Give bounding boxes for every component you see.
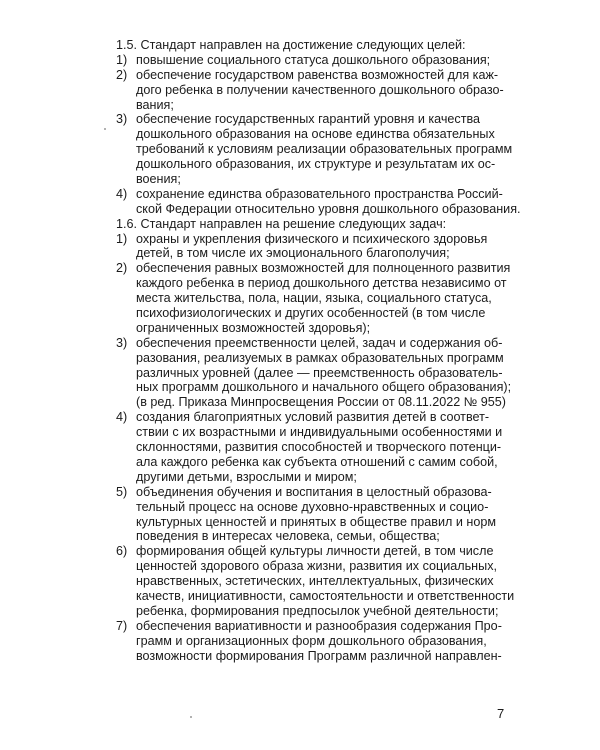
text-line: детей, в том числе их эмоционального благополучия;	[136, 246, 450, 261]
text-line: обеспечение государством равенства возможностей для каж-	[136, 67, 499, 82]
text-line: ребенка, формирования предпосылок учебной деятельности;	[136, 603, 499, 618]
text-line: обеспечения равных возможностей для полноценного развития	[136, 261, 511, 276]
text-line: ных программ дошкольного и начального общего образования);	[136, 380, 512, 395]
section-1-6-heading	[116, 217, 516, 232]
text-line: ской Федерации относительно уровня дошкольного образования.	[136, 201, 521, 216]
list-item	[116, 336, 516, 410]
text-line: различных уровней (далее — преемственность образователь-	[136, 365, 503, 380]
text-line: нравственных, эстетических, интеллектуальных, физических	[136, 574, 494, 589]
list-marker: 6)	[116, 544, 128, 559]
text-line: разования, реализуемых в рамках образовательных программ	[136, 350, 504, 365]
list-item-body	[116, 544, 516, 618]
text-line: дошкольного образования на основе единства обязательных	[136, 127, 495, 142]
text-line: тельный процесс на основе духовно-нравственных и социо-	[136, 499, 489, 514]
text-line: дошкольного образования, их структуре и результатам их ос-	[136, 157, 496, 172]
text-line: места жительства, пола, нации, языка, социального статуса,	[136, 291, 492, 306]
list-marker: 2)	[116, 67, 128, 82]
text-line: создания благоприятных условий развития детей в соответ-	[136, 410, 490, 425]
text-line: ствии с их возрастными и индивидуальными особенностями и	[136, 425, 503, 440]
text-line: сохранение единства образовательного пространства Россий-	[136, 186, 503, 201]
list-item	[116, 68, 516, 113]
list-item-body	[116, 112, 516, 186]
text-line: каждого ребенка в период дошкольного детства независимо от	[136, 276, 507, 291]
list-marker: 1)	[116, 231, 128, 246]
list-marker: 4)	[116, 410, 128, 425]
list-item	[116, 232, 516, 262]
list-item-body	[116, 232, 516, 262]
text-line: ала каждого ребенка как субъекта отношений с самим собой,	[136, 454, 498, 469]
list-item-body	[116, 186, 521, 217]
list-item	[116, 53, 516, 68]
text-line: объединения обучения и воспитания в целостный образова-	[136, 484, 492, 499]
list-marker: 3)	[116, 335, 128, 350]
page-number: 7	[497, 706, 505, 721]
list-marker: 2)	[116, 261, 128, 276]
list-item	[116, 619, 516, 664]
text-line: качеств, инициативности, самостоятельности и ответственности	[136, 588, 515, 603]
list-item-body	[116, 410, 516, 484]
text-line: обеспечения преемственности целей, задач и содержания об-	[136, 335, 503, 350]
list-marker: 5)	[116, 484, 128, 499]
list-item	[116, 485, 516, 545]
list-item	[116, 186, 521, 217]
list-marker: 7)	[116, 618, 128, 633]
list-item	[116, 112, 516, 186]
text-line: охраны и укрепления физического и психического здоровья	[136, 231, 488, 246]
text-line: психофизиологических и других особенностей (в том числе	[136, 306, 486, 321]
list-item-body	[116, 68, 516, 113]
text-line: склонностями, развития способностей и творческого потенци-	[136, 440, 502, 455]
list-item-body	[116, 619, 516, 664]
text-line: грамм и организационных форм дошкольного образования,	[136, 633, 487, 648]
text-line: (в ред. Приказа Минпросвещения России от 08.11.2022 № 955)	[136, 395, 506, 410]
heading-line: 1.5. Стандарт направлен на достижение следующих целей:	[116, 38, 466, 52]
text-line: воения;	[136, 172, 181, 187]
list-item	[116, 544, 516, 618]
text-line: требований к условиям реализации образовательных программ	[136, 142, 513, 157]
text-line: другими детьми, взрослыми и миром;	[136, 469, 357, 484]
list-item	[116, 410, 516, 484]
heading-line: 1.6. Стандарт направлен на решение следующих задач:	[116, 216, 447, 231]
text-line: обеспечение государственных гарантий уровня и качества	[136, 112, 481, 127]
text-line: культурных ценностей и принятых в обществе правил и норм	[136, 514, 497, 529]
text-line: дого ребенка в получении качественного дошкольного образо-	[136, 82, 504, 97]
text-line: ограниченных возможностей здоровья);	[136, 320, 371, 335]
list-item-body	[116, 53, 516, 68]
scan-speck	[190, 716, 192, 718]
text-line: повышение социального статуса дошкольного образования;	[136, 52, 491, 67]
text-line: ценностей здорового образа жизни, развития их социальных,	[136, 559, 497, 574]
section-1-5-heading	[116, 38, 516, 53]
list-marker: 4)	[116, 186, 128, 201]
list-marker: 1)	[116, 52, 128, 67]
section-1-5-list	[116, 52, 521, 217]
scan-speck	[104, 128, 106, 130]
list-item-body	[116, 336, 516, 410]
list-item-body	[116, 485, 516, 545]
text-line: поведения в интересах человека, семьи, общества;	[136, 529, 440, 544]
text-line: вания;	[136, 97, 174, 112]
list-item	[116, 261, 516, 335]
text-line: возможности формирования Программ различной направлен-	[136, 648, 502, 663]
section-1-6-list	[116, 232, 516, 664]
page-text	[116, 38, 521, 663]
text-line: формирования общей культуры личности детей, в том числе	[136, 544, 494, 559]
text-line: обеспечения вариативности и разнообразия содержания Про-	[136, 618, 502, 633]
list-marker: 3)	[116, 112, 128, 127]
list-item-body	[116, 261, 516, 335]
